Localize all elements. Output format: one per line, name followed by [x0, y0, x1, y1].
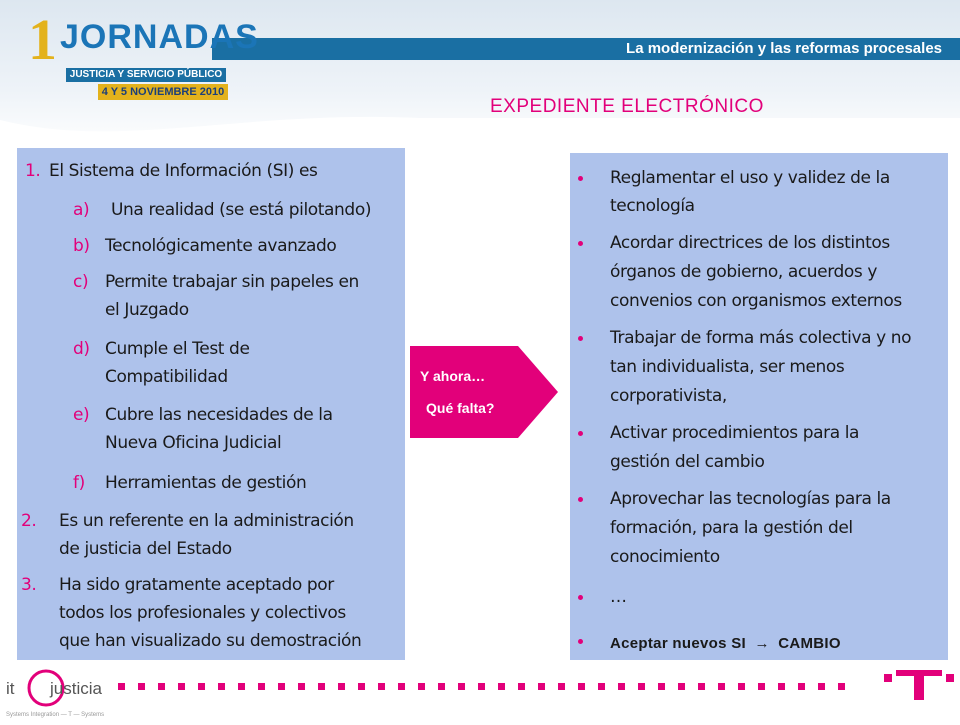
bullet-icon — [578, 431, 583, 436]
divider-dot — [278, 683, 285, 690]
item-text: formación, para la gestión del — [610, 518, 853, 538]
logo-number: 1 — [28, 7, 57, 72]
divider-dot — [638, 683, 645, 690]
item-text: Tecnológicamente avanzado — [105, 236, 337, 256]
divider-dot — [558, 683, 565, 690]
item-text: Reglamentar el uso y validez de la — [610, 168, 890, 188]
bullet-icon — [578, 241, 583, 246]
bullet-icon — [578, 176, 583, 181]
it-justicia-logo — [0, 664, 118, 720]
item-text: Acordar directrices de los distintos — [610, 233, 890, 253]
item-text: Cumple el Test de — [105, 339, 250, 359]
arrow-shape — [410, 346, 560, 438]
item-text: Una realidad (se está pilotando) — [111, 200, 372, 220]
divider-dot — [378, 683, 385, 690]
divider-dot — [478, 683, 485, 690]
divider-dot — [338, 683, 345, 690]
left-panel — [17, 148, 405, 660]
arrow-right-icon: → — [754, 635, 770, 652]
bullet-icon — [578, 595, 583, 600]
item-text: todos los profesionales y colectivos — [59, 603, 346, 623]
item-text: El Sistema de Información (SI) es — [49, 161, 318, 181]
item-text: Herramientas de gestión — [105, 473, 307, 493]
divider-dot — [178, 683, 185, 690]
divider-dot — [518, 683, 525, 690]
item-text-bold: Aceptar nuevos SI — [610, 635, 746, 652]
item-text: gestión del cambio — [610, 452, 765, 472]
item-number: a) — [73, 200, 90, 220]
bullet-icon — [578, 497, 583, 502]
divider-dot — [118, 683, 125, 690]
page-title: EXPEDIENTE ELECTRÓNICO — [490, 96, 764, 117]
item-text: … — [610, 587, 627, 607]
justicia-circle-icon — [0, 664, 118, 720]
jornadas-logo — [28, 7, 259, 102]
divider-dot — [398, 683, 405, 690]
logo-justicia-text: justicia — [50, 679, 102, 698]
logo-subtitle: JUSTICIA Y SERVICIO PÚBLICO — [66, 68, 226, 82]
dotted-divider — [118, 683, 878, 691]
right-panel — [570, 153, 948, 660]
item-text: corporativista, — [610, 386, 727, 406]
item-text: el Juzgado — [105, 300, 189, 320]
divider-dot — [438, 683, 445, 690]
divider-dot — [798, 683, 805, 690]
divider-dot — [198, 683, 205, 690]
item-number: e) — [73, 405, 90, 425]
divider-dot — [538, 683, 545, 690]
item-text: Aprovechar las tecnologías para la — [610, 489, 891, 509]
divider-dot — [498, 683, 505, 690]
banner-title: La modernización y las reformas procesales — [626, 40, 942, 57]
logo-title: JORNADAS — [60, 18, 259, 56]
logo-tagline: Systems Integration — T — Systems — [6, 712, 105, 718]
item-number: 3. — [21, 575, 37, 595]
divider-dot — [658, 683, 665, 690]
divider-dot — [238, 683, 245, 690]
item-text: de justicia del Estado — [59, 539, 232, 559]
divider-dot — [598, 683, 605, 690]
item-text: convenios con organismos externos — [610, 291, 902, 311]
divider-dot — [738, 683, 745, 690]
divider-dot — [758, 683, 765, 690]
list-item — [610, 631, 841, 657]
divider-dot — [258, 683, 265, 690]
item-text: Trabajar de forma más colectiva y no — [610, 328, 912, 348]
divider-dot — [318, 683, 325, 690]
arrow-text-line1: Y ahora… — [420, 368, 486, 384]
item-text: Activar procedimientos para la — [610, 423, 860, 443]
divider-dot — [778, 683, 785, 690]
telekom-t-icon — [880, 664, 960, 704]
item-number: d) — [73, 339, 90, 359]
divider-dot — [838, 683, 845, 690]
item-number: 2. — [21, 511, 37, 531]
divider-dot — [698, 683, 705, 690]
bullet-icon — [578, 639, 583, 644]
item-text: Compatibilidad — [105, 367, 228, 387]
bullet-icon — [578, 336, 583, 341]
item-text: Cubre las necesidades de la — [105, 405, 333, 425]
item-number: 1. — [25, 161, 41, 181]
item-text-bold: CAMBIO — [778, 635, 841, 652]
item-text: conocimiento — [610, 547, 720, 567]
item-text: Permite trabajar sin papeles en — [105, 272, 359, 292]
divider-dot — [298, 683, 305, 690]
divider-dot — [418, 683, 425, 690]
divider-dot — [158, 683, 165, 690]
item-number: f) — [73, 473, 85, 493]
divider-dot — [718, 683, 725, 690]
item-text: tan individualista, ser menos — [610, 357, 845, 377]
item-text: Nueva Oficina Judicial — [105, 433, 282, 453]
item-text: tecnología — [610, 196, 695, 216]
item-number: c) — [73, 272, 89, 292]
divider-dot — [618, 683, 625, 690]
arrow-text-line2: Qué falta? — [426, 400, 495, 416]
divider-dot — [678, 683, 685, 690]
divider-dot — [818, 683, 825, 690]
divider-dot — [218, 683, 225, 690]
divider-dot — [578, 683, 585, 690]
item-text: que han visualizado su demostración — [59, 631, 362, 651]
logo-date: 4 Y 5 NOVIEMBRE 2010 — [98, 84, 228, 100]
logo-it-text: it — [6, 679, 15, 698]
divider-dot — [358, 683, 365, 690]
item-text: Es un referente en la administración — [59, 511, 354, 531]
divider-dot — [138, 683, 145, 690]
item-text: Ha sido gratamente aceptado por — [59, 575, 334, 595]
item-text: órganos de gobierno, acuerdos y — [610, 262, 878, 282]
divider-dot — [458, 683, 465, 690]
item-number: b) — [73, 236, 90, 256]
